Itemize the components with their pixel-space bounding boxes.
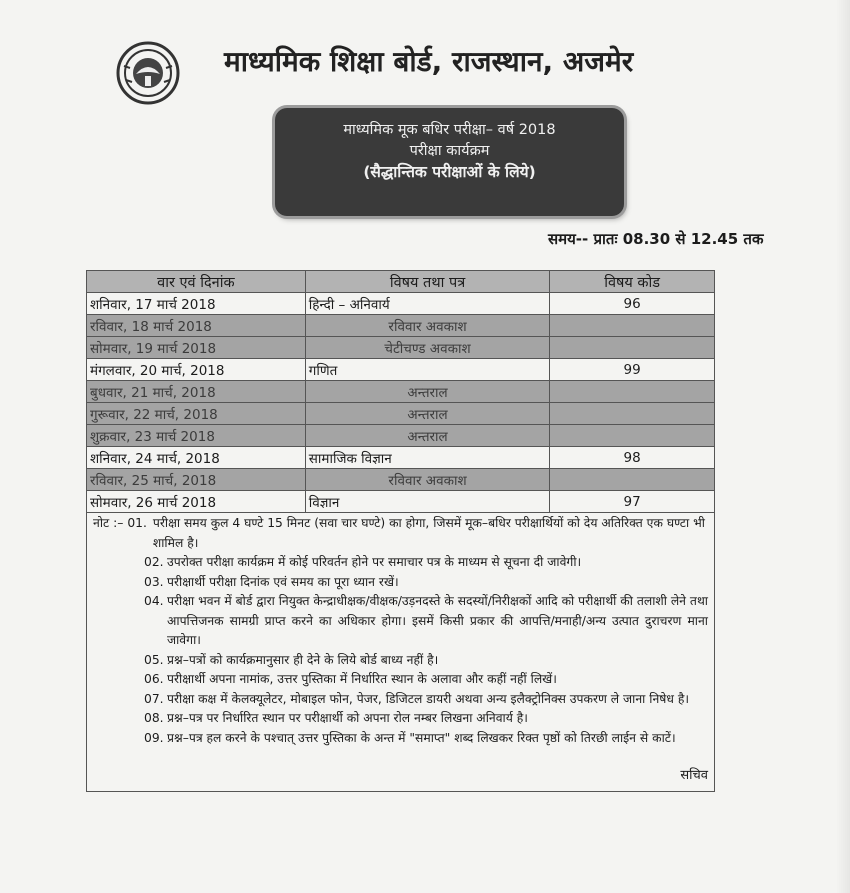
banner-theory-label: (सैद्धान्तिक परीक्षाओं के लिये) [363, 163, 536, 181]
row-date: रविवार, 25 मार्च, 2018 [87, 469, 306, 491]
row-subject: गणित [305, 359, 550, 381]
note-text: उपरोक्त परीक्षा कार्यक्रम में कोई परिवर्तन होने पर समाचार पत्र के माध्यम से सूचना दी जावेगी। [167, 555, 582, 569]
row-date: शनिवार, 17 मार्च 2018 [87, 293, 306, 315]
page-edge [836, 0, 850, 893]
note-item [93, 729, 708, 749]
row-code: 99 [550, 359, 715, 381]
note-item [93, 670, 708, 690]
row-subject: अन्तराल [305, 425, 550, 447]
note-text: परीक्षा भवन में बोर्ड द्वारा नियुक्त केन्द्राधीक्षक/वीक्षक/उड़नदस्ते के सदस्यों/निरीक्षकों आदि को परीक्षार्थी की तलाशी लेने तथा आपत्तिजनक सामग्री प्राप्त करने का अधिकार होगा। इसमें किसी प्रकार की आपत्ति/मनाही/अन्य उत्पात दुराचरण माना जावेगा। [167, 594, 708, 647]
notes-section [86, 512, 715, 792]
row-code [550, 315, 715, 337]
row-subject: रविवार अवकाश [305, 315, 550, 337]
note-text: परीक्षा कक्ष में केलक्यूलेटर, मोबाइल फोन, पेजर, डिजिटल डायरी अथवा अन्य इलैक्ट्रोनिक्स उपकरण ले जाना निषेध है। [167, 691, 690, 706]
note-number: 09. [144, 730, 164, 745]
note-number: 02. [144, 555, 164, 569]
row-subject: सामाजिक विज्ञान [305, 447, 550, 469]
row-subject: अन्तराल [305, 403, 550, 425]
note-item [93, 514, 708, 553]
row-code: 97 [550, 491, 715, 513]
note-number: 04. [144, 594, 164, 608]
note-text: परीक्षार्थी अपना नामांक, उत्तर पुस्तिका में निर्धारित स्थान के अलावा और कहीं नहीं लिखें। [167, 672, 557, 686]
note-text: परीक्षा समय कुल 4 घण्टे 15 मिनट (सवा चार घण्टे) का होगा, जिसमें मूक–बधिर परीक्षार्थियों को देय अतिरिक्त एक घण्टा भी शामिल है। [152, 516, 705, 550]
note-item [93, 592, 708, 651]
note-item [93, 690, 708, 710]
row-subject: रविवार अवकाश [305, 469, 550, 491]
row-code [550, 425, 715, 447]
banner-programme-label: परीक्षा कार्यक्रम [409, 143, 490, 159]
row-subject: अन्तराल [305, 381, 550, 403]
row-date: गुरूवार, 22 मार्च, 2018 [87, 403, 306, 425]
note-item [93, 651, 708, 671]
table-header-row [87, 271, 715, 293]
table-row [87, 469, 715, 491]
table-row [87, 293, 715, 315]
row-code [550, 469, 715, 491]
row-date: बुधवार, 21 मार्च, 2018 [87, 381, 306, 403]
row-date: सोमवार, 19 मार्च 2018 [87, 337, 306, 359]
row-code: 96 [550, 293, 715, 315]
row-date: शुक्रवार, 23 मार्च 2018 [87, 425, 306, 447]
table-row [87, 359, 715, 381]
note-number: 06. [144, 672, 164, 686]
row-date: सोमवार, 26 मार्च 2018 [87, 491, 306, 513]
row-code: 98 [550, 447, 715, 469]
table-row [87, 315, 715, 337]
row-code [550, 337, 715, 359]
header-subject: विषय तथा पत्र [305, 271, 550, 293]
note-item [93, 573, 708, 593]
row-date: मंगलवार, 20 मार्च, 2018 [87, 359, 306, 381]
note-number: 03. [144, 574, 164, 589]
row-code [550, 381, 715, 403]
note-item [93, 709, 708, 729]
table-row [87, 447, 715, 469]
board-title: माध्यमिक शिक्षा बोर्ड, राजस्थान, अजमेर [224, 45, 634, 78]
note-text: प्रश्न–पत्र पर निर्धारित स्थान पर परीक्षार्थी को अपना रोल नम्बर लिखना अनिवार्य है। [167, 711, 528, 725]
note-text: प्रश्न–पत्र हल करने के पश्चात् उत्तर पुस्तिका के अन्त में "समाप्त" शब्द लिखकर रिक्त पृष्ठों को तिरछी लाईन से काटें। [167, 730, 676, 745]
table-row [87, 491, 715, 513]
table-row [87, 381, 715, 403]
banner-exam-title: माध्यमिक मूक बधिर परीक्षा– वर्ष 2018 [343, 122, 556, 138]
row-date: शनिवार, 24 मार्च, 2018 [87, 447, 306, 469]
note-text: प्रश्न–पत्रों को कार्यक्रमानुसार ही देने के लिये बोर्ड बाध्य नहीं है। [167, 652, 439, 667]
exam-banner [275, 108, 624, 216]
row-subject: चेटीचण्ड अवकाश [305, 337, 550, 359]
header-date: वार एवं दिनांक [87, 271, 306, 293]
table-row [87, 425, 715, 447]
schedule-table [86, 270, 715, 513]
note-item [93, 553, 708, 573]
row-subject: विज्ञान [305, 491, 550, 513]
note-lead-label: नोट :– 01. [93, 516, 147, 530]
table-row [87, 337, 715, 359]
note-number: 05. [144, 652, 164, 667]
note-number: 07. [144, 691, 164, 706]
signature-secretary: सचिव [680, 767, 708, 783]
board-emblem-icon [112, 40, 184, 106]
header-code: विषय कोड [550, 271, 715, 293]
note-text: परीक्षार्थी परीक्षा दिनांक एवं समय का पूरा ध्यान रखें। [167, 574, 399, 589]
note-number: 08. [144, 711, 164, 725]
row-subject: हिन्दी – अनिवार्य [305, 293, 550, 315]
exam-time: समय-- प्रातः 08.30 से 12.45 तक [548, 230, 764, 248]
table-row [87, 403, 715, 425]
row-date: रविवार, 18 मार्च 2018 [87, 315, 306, 337]
row-code [550, 403, 715, 425]
